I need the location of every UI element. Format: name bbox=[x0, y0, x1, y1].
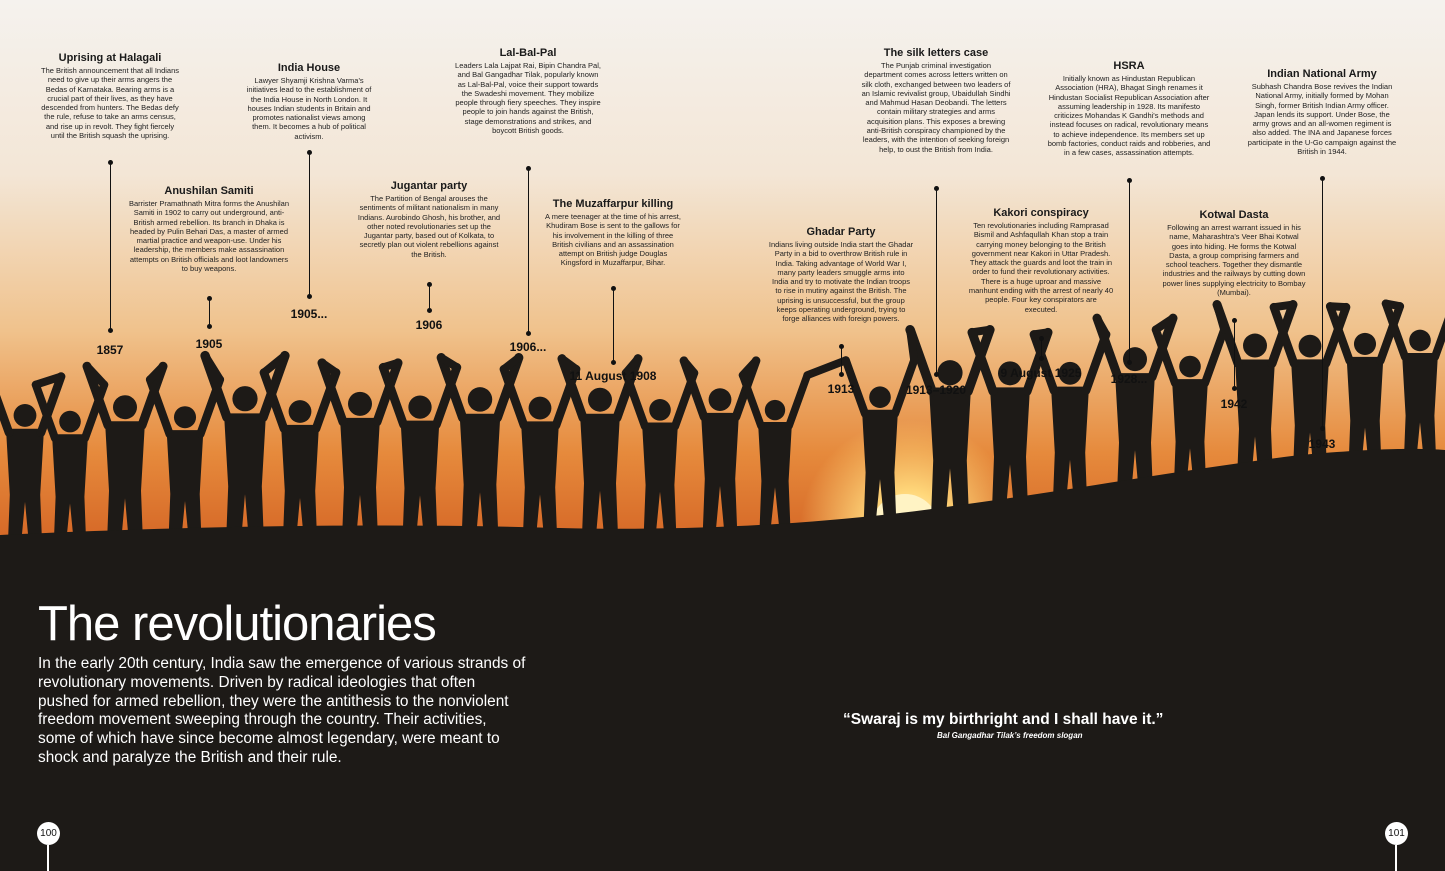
marker-line bbox=[110, 162, 111, 330]
event-card bbox=[40, 52, 180, 140]
event-description: The Partition of Bengal arouses the sentiments of militant nationalism in many Indians. Aurobindo Ghosh, his brother, and other noted revolutionaries set up the Jugantar party, based out of Kolkata, to secretly plan out violent rebellions against the British. bbox=[357, 194, 501, 259]
marker-dot-icon bbox=[934, 372, 939, 377]
marker-line bbox=[528, 168, 529, 333]
event-date: 1913 bbox=[827, 382, 855, 396]
event-title: Lal-Bal-Pal bbox=[499, 47, 557, 59]
event-card bbox=[861, 47, 1011, 154]
event-date: 1943 bbox=[1308, 437, 1336, 451]
event-description: Leaders Lala Lajpat Rai, Bipin Chandra Pal, and Bal Gangadhar Tilak, popularly known as Lal-Bal-Pal, voice their support towards the Swadeshi movement. They mobilize people through fiery speeches. They inspire people to join hands against the British, stage demonstrations and strikes, and boycott British goods. bbox=[455, 61, 601, 136]
page-number-left: 100 bbox=[37, 822, 60, 845]
event-card bbox=[244, 62, 374, 141]
marker-dot-icon bbox=[1320, 426, 1325, 431]
intro-paragraph: In the early 20th century, India saw the emergence of various strands of revolutionary movements. Driven by radical ideologies that often pushed for armed rebellion, they were the antithesis to the nonviolent freedom movement sweeping through the country. Their activities, some of which have since become almost legendary, were meant to shock and paralyze the British and their rule. bbox=[38, 655, 526, 766]
event-card bbox=[453, 47, 603, 135]
marker-dot-icon bbox=[1232, 386, 1237, 391]
marker-dot-icon bbox=[108, 328, 113, 333]
event-title: Anushilan Samiti bbox=[164, 185, 254, 197]
quote: “Swaraj is my birthright and I shall have it.” bbox=[843, 711, 1164, 728]
marker-dot-icon bbox=[108, 160, 113, 165]
quote-source: Bal Gangadhar Tilak’s freedom slogan bbox=[937, 731, 1083, 740]
event-title: Indian National Army bbox=[1267, 68, 1377, 80]
event-card bbox=[769, 226, 914, 324]
event-description: Subhash Chandra Bose revives the Indian National Army, initially formed by Mohan Singh, former British Indian Army officer. Japan lends its support. Under Bose, the army grows and an all-women regiment is also added. The INA and Japanese forces participate in the U-Go campaign against the British in 1944. bbox=[1247, 82, 1397, 157]
marker-dot-icon bbox=[839, 372, 844, 377]
marker-line bbox=[1041, 338, 1042, 358]
page-number-right-stem bbox=[1395, 845, 1397, 871]
marker-dot-icon bbox=[1039, 336, 1044, 341]
page-title: The revolutionaries bbox=[38, 597, 436, 651]
event-description: Following an arrest warrant issued in his name, Maharashtra's Veer Bhai Kotwal goes into hiding. He forms the Kotwal Dasta, a group comprising farmers and school teachers. Together they dismantle industries and the railways by cutting down power lines supplying electricity to Bombay (Mumbai). bbox=[1162, 223, 1306, 298]
marker-line bbox=[209, 298, 210, 326]
event-title: The Muzaffarpur killing bbox=[552, 198, 674, 210]
event-date: 1905... bbox=[290, 307, 328, 321]
marker-line bbox=[613, 288, 614, 362]
event-date: 1906... bbox=[509, 340, 547, 354]
event-date: 1942 bbox=[1220, 397, 1248, 411]
event-card bbox=[543, 198, 683, 268]
event-date: 1857 bbox=[96, 343, 124, 357]
marker-dot-icon bbox=[1232, 318, 1237, 323]
event-description: Lawyer Shyamji Krishna Varma's initiatives lead to the establishment of the India House in North London. It houses Indian students in Britain and promotes nationalist views among them. It becomes a hub of political activism. bbox=[246, 76, 372, 141]
marker-dot-icon bbox=[1039, 356, 1044, 361]
event-card bbox=[1247, 68, 1397, 156]
event-title: Jugantar party bbox=[390, 180, 468, 192]
event-title: The silk letters case bbox=[883, 47, 989, 59]
event-description: A mere teenager at the time of his arrest, Khudiram Bose is sent to the gallows for his involvement in the killing of three British civilians and an assassination attempt on British judge Douglas Kingsford in Muzaffarpur, Bihar. bbox=[545, 212, 681, 268]
event-card bbox=[1162, 209, 1307, 297]
marker-dot-icon bbox=[307, 150, 312, 155]
marker-line bbox=[936, 188, 937, 374]
event-description: Initially known as Hindustan Republican Association (HRA), Bhagat Singh renames it Hindustan Socialist Republican Association after assuming leadership in 1928. Its manifesto criticizes Mohandas K Gandhi's methods and instead focuses on radical, revolutionary means to achieve independence. Its members set up bomb factories, conduct raids and robberies, and in a few cases, assassination attempts. bbox=[1047, 74, 1211, 158]
marker-line bbox=[841, 346, 842, 374]
event-date: 11 August 1908 bbox=[569, 369, 657, 383]
event-description: Barrister Pramathnath Mitra forms the Anushilan Samiti in 1902 to carry out underground, anti-British armed rebellion. Its branch in Dhaka is headed by Pulin Behari Das, a master of armed martial practice and weapon-use. Under his leadership, the members make assassination attempts on British officials and loot landowners to buy weapons. bbox=[128, 199, 290, 274]
event-title: Kotwal Dasta bbox=[1199, 209, 1269, 221]
event-date: 1906 bbox=[415, 318, 443, 332]
marker-dot-icon bbox=[427, 282, 432, 287]
page-number-left-stem bbox=[47, 845, 49, 871]
event-date: 1928... bbox=[1110, 372, 1148, 386]
event-date: 1913–1920 bbox=[905, 383, 967, 397]
event-title: Uprising at Halagali bbox=[58, 52, 162, 64]
event-date: 9 August 1925 bbox=[1000, 366, 1082, 380]
event-title: HSRA bbox=[1113, 60, 1145, 72]
event-description: The Punjab criminal investigation department comes across letters written on silk cloth, exchanged between two leaders of an Islamic revivalist group, Ubaidullah Sindhi and Mahmud Hasan Deobandi. The letters contain military strategies and arms acquisition plans. This exposes a brewing anti-British conspiracy championed by the leaders, with the intention of seeking foreign help, to oust the British from India. bbox=[861, 61, 1011, 154]
marker-line bbox=[1234, 320, 1235, 388]
marker-dot-icon bbox=[611, 360, 616, 365]
event-title: Kakori conspiracy bbox=[993, 207, 1089, 219]
marker-dot-icon bbox=[1320, 176, 1325, 181]
event-title: Ghadar Party bbox=[806, 226, 876, 238]
event-description: Ten revolutionaries including Ramprasad Bismil and Ashfaqullah Khan stop a train carrying money belonging to the British government near Kakori in Uttar Pradesh. They attack the guards and loot the train in order to fund their revolutionary activities. There is a huge uproar and massive manhunt ending with the arrest of nearly 40 people. Four key conspirators are executed. bbox=[968, 221, 1114, 314]
marker-dot-icon bbox=[427, 308, 432, 313]
marker-dot-icon bbox=[611, 286, 616, 291]
event-card bbox=[357, 180, 502, 259]
event-card bbox=[969, 207, 1114, 314]
event-description: The British announcement that all Indians need to give up their arms angers the Bedas of Karnataka. Bearing arms is a crucial part of their lives, as they have descended from hunters. The Bedas defy the rule, refuse to take an arms census, and rise up in revolt. They fight fiercely until the British squash the uprising. bbox=[41, 66, 179, 141]
event-date: 1905 bbox=[195, 337, 223, 351]
page-number-right: 101 bbox=[1385, 822, 1408, 845]
marker-dot-icon bbox=[1127, 178, 1132, 183]
event-title: India House bbox=[277, 62, 341, 74]
event-card bbox=[127, 185, 292, 273]
marker-line bbox=[429, 284, 430, 310]
marker-dot-icon bbox=[1127, 360, 1132, 365]
marker-line bbox=[309, 152, 310, 296]
event-description: Indians living outside India start the Ghadar Party in a bid to overthrow British rule in India. Taking advantage of World War I, many party leaders smuggle arms into India and try to motivate the Indian troops to rise in mutiny against the British. The uprising is unsuccessful, but the group keeps operating underground, trying to forge alliances with foreign powers. bbox=[768, 240, 914, 324]
marker-dot-icon bbox=[207, 296, 212, 301]
marker-line bbox=[1322, 178, 1323, 428]
marker-dot-icon bbox=[839, 344, 844, 349]
marker-dot-icon bbox=[207, 324, 212, 329]
marker-dot-icon bbox=[526, 166, 531, 171]
event-card bbox=[1047, 60, 1212, 158]
marker-line bbox=[1129, 180, 1130, 362]
marker-dot-icon bbox=[307, 294, 312, 299]
marker-dot-icon bbox=[934, 186, 939, 191]
marker-dot-icon bbox=[526, 331, 531, 336]
